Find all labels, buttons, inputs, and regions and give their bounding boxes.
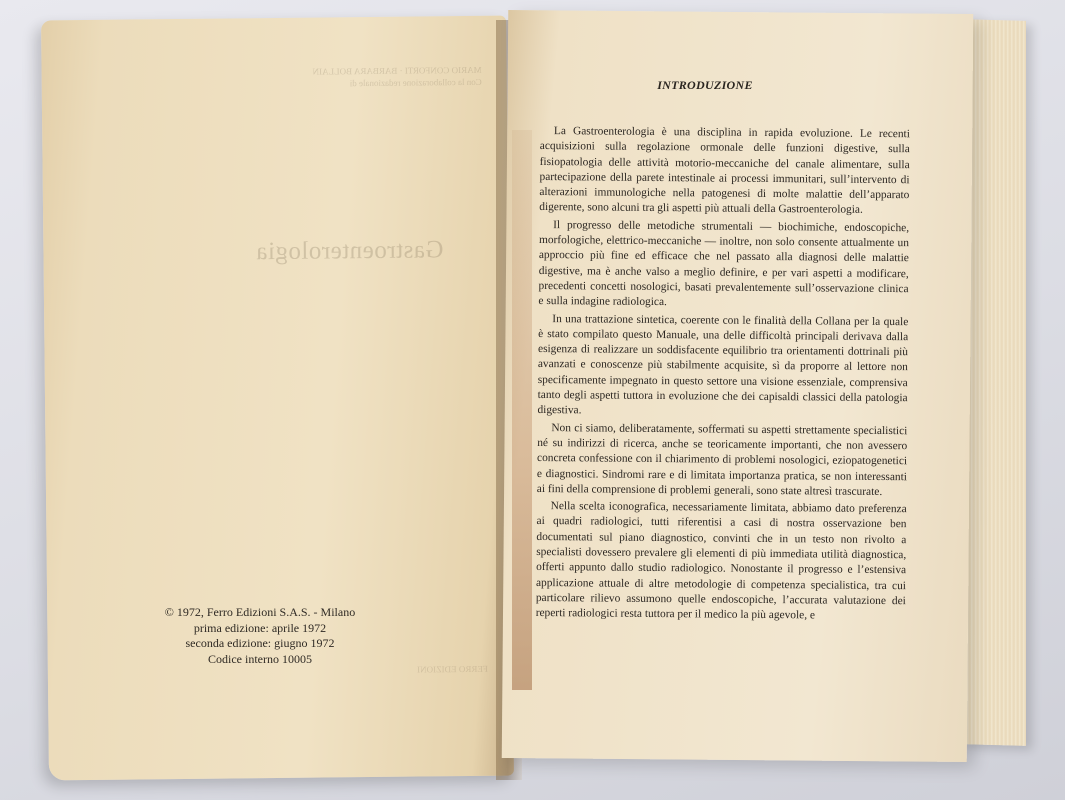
paragraph: Non ci siamo, deliberatamente, soffermati su aspetti strettamente specialistici né su indirizzi di ricerca, anche se teoricamente importanti, che non avessero concreta confessione con il chiarimento di problemi nosologici, eziopatogenetici e diagnostici. Sindromi rare e di limitata importanza pratica, se non interessanti ai fini della comprensione di problemi generali, sono state altresì trascurate. [536,421,908,498]
copyright-imprint [150,605,370,667]
imprint-line: © 1972, Ferro Edizioni S.A.S. - Milano [164,605,356,619]
paragraph: Nella scelta iconografica, necessariamente limitata, abbiamo dato preferenza ai quadri radiologici, tutti riferentisi a casi di nostra osservazione ben documentati sul piano diagnostico, convinti che in un testo non rivolto a specialisti dovessero prevalere gli elementi di più immediata utilità diagnostica, offerti appunto dallo studio radiologico. Nonostante il progresso e l’estensiva applicazione attuale di altre metodologie di competenza specialistica, tra cui particolare rilievo assumono quelle endoscopiche, l’accurata valutazione dei reperti radiologici resta tuttora per il medico la più agevole, e [535,500,907,622]
imprint-line: prima edizione: aprile 1972 [193,620,327,635]
bleed-through-footer: FERRO EDIZIONI [417,663,488,675]
paragraph: In una trattazione sintetica, coerente con le finalità della Collana per la quale è stato compilato questo Manuale, una delle difficoltà principali derivava dalla esigenza di realizzare un soddisfacente equilibrio tra orientamenti dottrinali più avanzati e conoscenze più stabilmente acquisite, sì da proporre al lettore non specificamente impegnato in questo settore una visione essenziale, comprensiva tanto degli aspetti tuttora in evoluzione che dei capisaldi classici della patologia digestiva. [537,312,909,417]
page-stain [512,130,532,690]
bleed-through-text: MARIO CONFORTI · BARBARA BOLLAIN Con la collaborazione redazionale di [312,64,482,89]
paragraph: Il progresso delle metodiche strumentali — biochimiche, endoscopiche, morfologiche, elettrico-meccaniche — inoltre, non solo consente attualmente un approccio più fine ed efficace che nel passato alla diagnosi delle malattie digestive, ma è anche valso a meglio definire, e per vari aspetti a modificare, precedenti concetti nosologici, basati prevalentemente sull’osservazione clinica e sulla indagine radiologica. [538,218,910,309]
imprint-line: Codice interno 10005 [208,651,312,666]
paragraph: La Gastroenterologia è una disciplina in rapida evoluzione. Le recenti acquisizioni sulla regolazione ormonale delle funzioni digestive, sulla fisiopatologia delle attività motorio-meccaniche del canale alimentare, sulla partecipazione della parete intestinale ai processi immunitari, sull’intervento di alterazioni immunologiche nella patogenesi di molte malattie dell’apparato digerente, sono alcuni tra gli aspetti più attuali della Gastroenterologia. [539,125,910,217]
page-title: INTRODUZIONE [657,78,753,92]
imprint-line: seconda edizione: giugno 1972 [185,636,335,650]
bleed-through-title: Gastroenterologia [255,236,444,266]
body-text [536,124,910,627]
